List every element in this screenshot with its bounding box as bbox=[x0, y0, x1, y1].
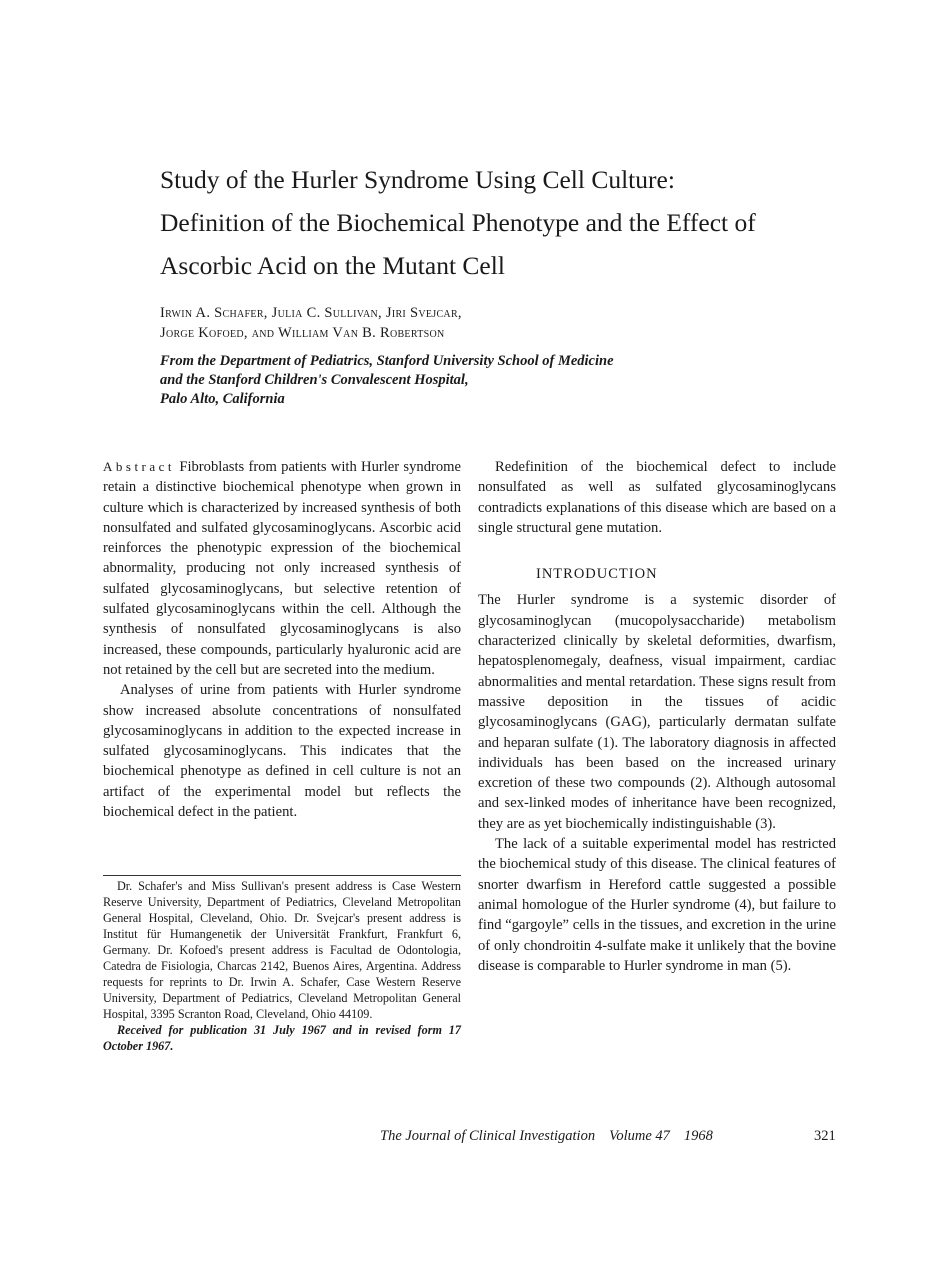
page-footer bbox=[380, 1128, 840, 1145]
intro-paragraph: The lack of a suitable experimental model has restricted the biochemical study of this disease. The clinical features of snorter dwarfism in Hereford cattle suggested a possible animal homologue of the Hurler syndrome (4), but failure to find “gargoyle” cells in the tissues, and excretion in the urine of only chondroitin 4-sulfate make it unlikely that the bovine disease is comparable to Hurler syndrome in man (5). bbox=[478, 836, 836, 974]
affiliation-line: Palo Alto, California bbox=[160, 391, 285, 407]
journal-volume: Volume 47 bbox=[609, 1128, 670, 1144]
affiliation bbox=[160, 352, 760, 409]
section-heading-introduction: INTRODUCTION bbox=[536, 566, 658, 583]
abstract-paragraph bbox=[103, 457, 461, 680]
page-number: 321 bbox=[814, 1128, 836, 1144]
right-column bbox=[478, 457, 836, 976]
title-line: Definition of the Biochemical Phenotype and the Effect of bbox=[160, 208, 756, 237]
abstract-label: Abstract bbox=[103, 459, 176, 474]
footnotes bbox=[103, 875, 461, 1054]
journal-year: 1968 bbox=[683, 1128, 713, 1144]
footnote-addresses: Dr. Schafer's and Miss Sullivan's present address is Case Western Reserve University, Department of Pediatrics, Cleveland Metropolitan General Hospital, Cleveland, Ohio. Dr. Svejcar's present address is Institut für Humangenetik der Universität Frankfurt, Frankfurt 6, Germany. Dr. Kofoed's present address is Facultad de Odontologia, Catedra de Fisiologia, Charcas 2142, Buenos Aires, Argentina. Address requests for reprints to Dr. Irwin A. Schafer, Case Western Reserve University, Department of Pediatrics, Cleveland Metropolitan General Hospital, 3395 Scranton Road, Cleveland, Ohio 44109. bbox=[103, 879, 461, 1021]
journal-name: The Journal of Clinical Investigation bbox=[380, 1128, 596, 1144]
title-line: Study of the Hurler Syndrome Using Cell Culture: bbox=[160, 165, 675, 194]
abstract-paragraph: Analyses of urine from patients with Hurler syndrome show increased absolute concentrations of nonsulfated glycosaminoglycans in addition to the expected increase in sulfated glycosaminoglycans. This indicates that the biochemical phenotype as defined in cell culture is not an artifact of the experimental model but reflects the biochemical defect in the patient. bbox=[103, 682, 461, 821]
affiliation-line: and the Stanford Children's Convalescent Hospital, bbox=[160, 372, 469, 388]
author-line: Jorge Kofoed, and William Van B. Robertson bbox=[160, 325, 445, 341]
title-line: Ascorbic Acid on the Mutant Cell bbox=[160, 251, 505, 280]
author-line: Irwin A. Schafer, Julia C. Sullivan, Jiri Svejcar, bbox=[160, 305, 462, 321]
abstract-text: Fibroblasts from patients with Hurler syndrome retain a distinctive biochemical phenotype when grown in culture which is characterized by increased synthesis of both nonsulfated and sulfated glycosaminoglycans. Ascorbic acid reinforces the phenotypic expression of the biochemical abnormality, producing not only increased synthesis of sulfated glycosaminoglycans, but selective retention of sulfated glycosaminoglycans within the cell. Although the synthesis of nonsulfated glycosaminoglycans is also increased, these compounds, particularly hyaluronic acid are not retained by the cell but are secreted into the medium. bbox=[103, 459, 461, 678]
article-title bbox=[160, 158, 840, 287]
left-column bbox=[103, 457, 461, 822]
footnote-received: Received for publication 31 July 1967 and in revised form 17 October 1967. bbox=[103, 1023, 461, 1053]
affiliation-line: From the Department of Pediatrics, Stanford University School of Medicine bbox=[160, 353, 614, 369]
intro-paragraph: The Hurler syndrome is a systemic disorder of glycosaminoglycan (mucopolysaccharide) metabolism characterized clinically by skeletal deformities, dwarfism, hepatosplenomegaly, deafness, visual impairment, cardiac abnormalities and mental retardation. These signs result from massive deposition in the tissues of acidic glycosaminoglycans (GAG), particularly dermatan sulfate and heparan sulfate (1). The laboratory diagnosis in affected individuals has been based on the increased urinary excretion of these two compounds (2). Although autosomal and sex-linked modes of inheritance have been recognized, they are as yet biochemically indistinguishable (3). bbox=[478, 592, 836, 832]
abstract-paragraph: Redefinition of the biochemical defect to include nonsulfated as well as sulfated glycosaminoglycans contradicts explanations of this disease which are based on a single structural gene mutation. bbox=[478, 459, 836, 536]
author-list bbox=[160, 303, 720, 343]
